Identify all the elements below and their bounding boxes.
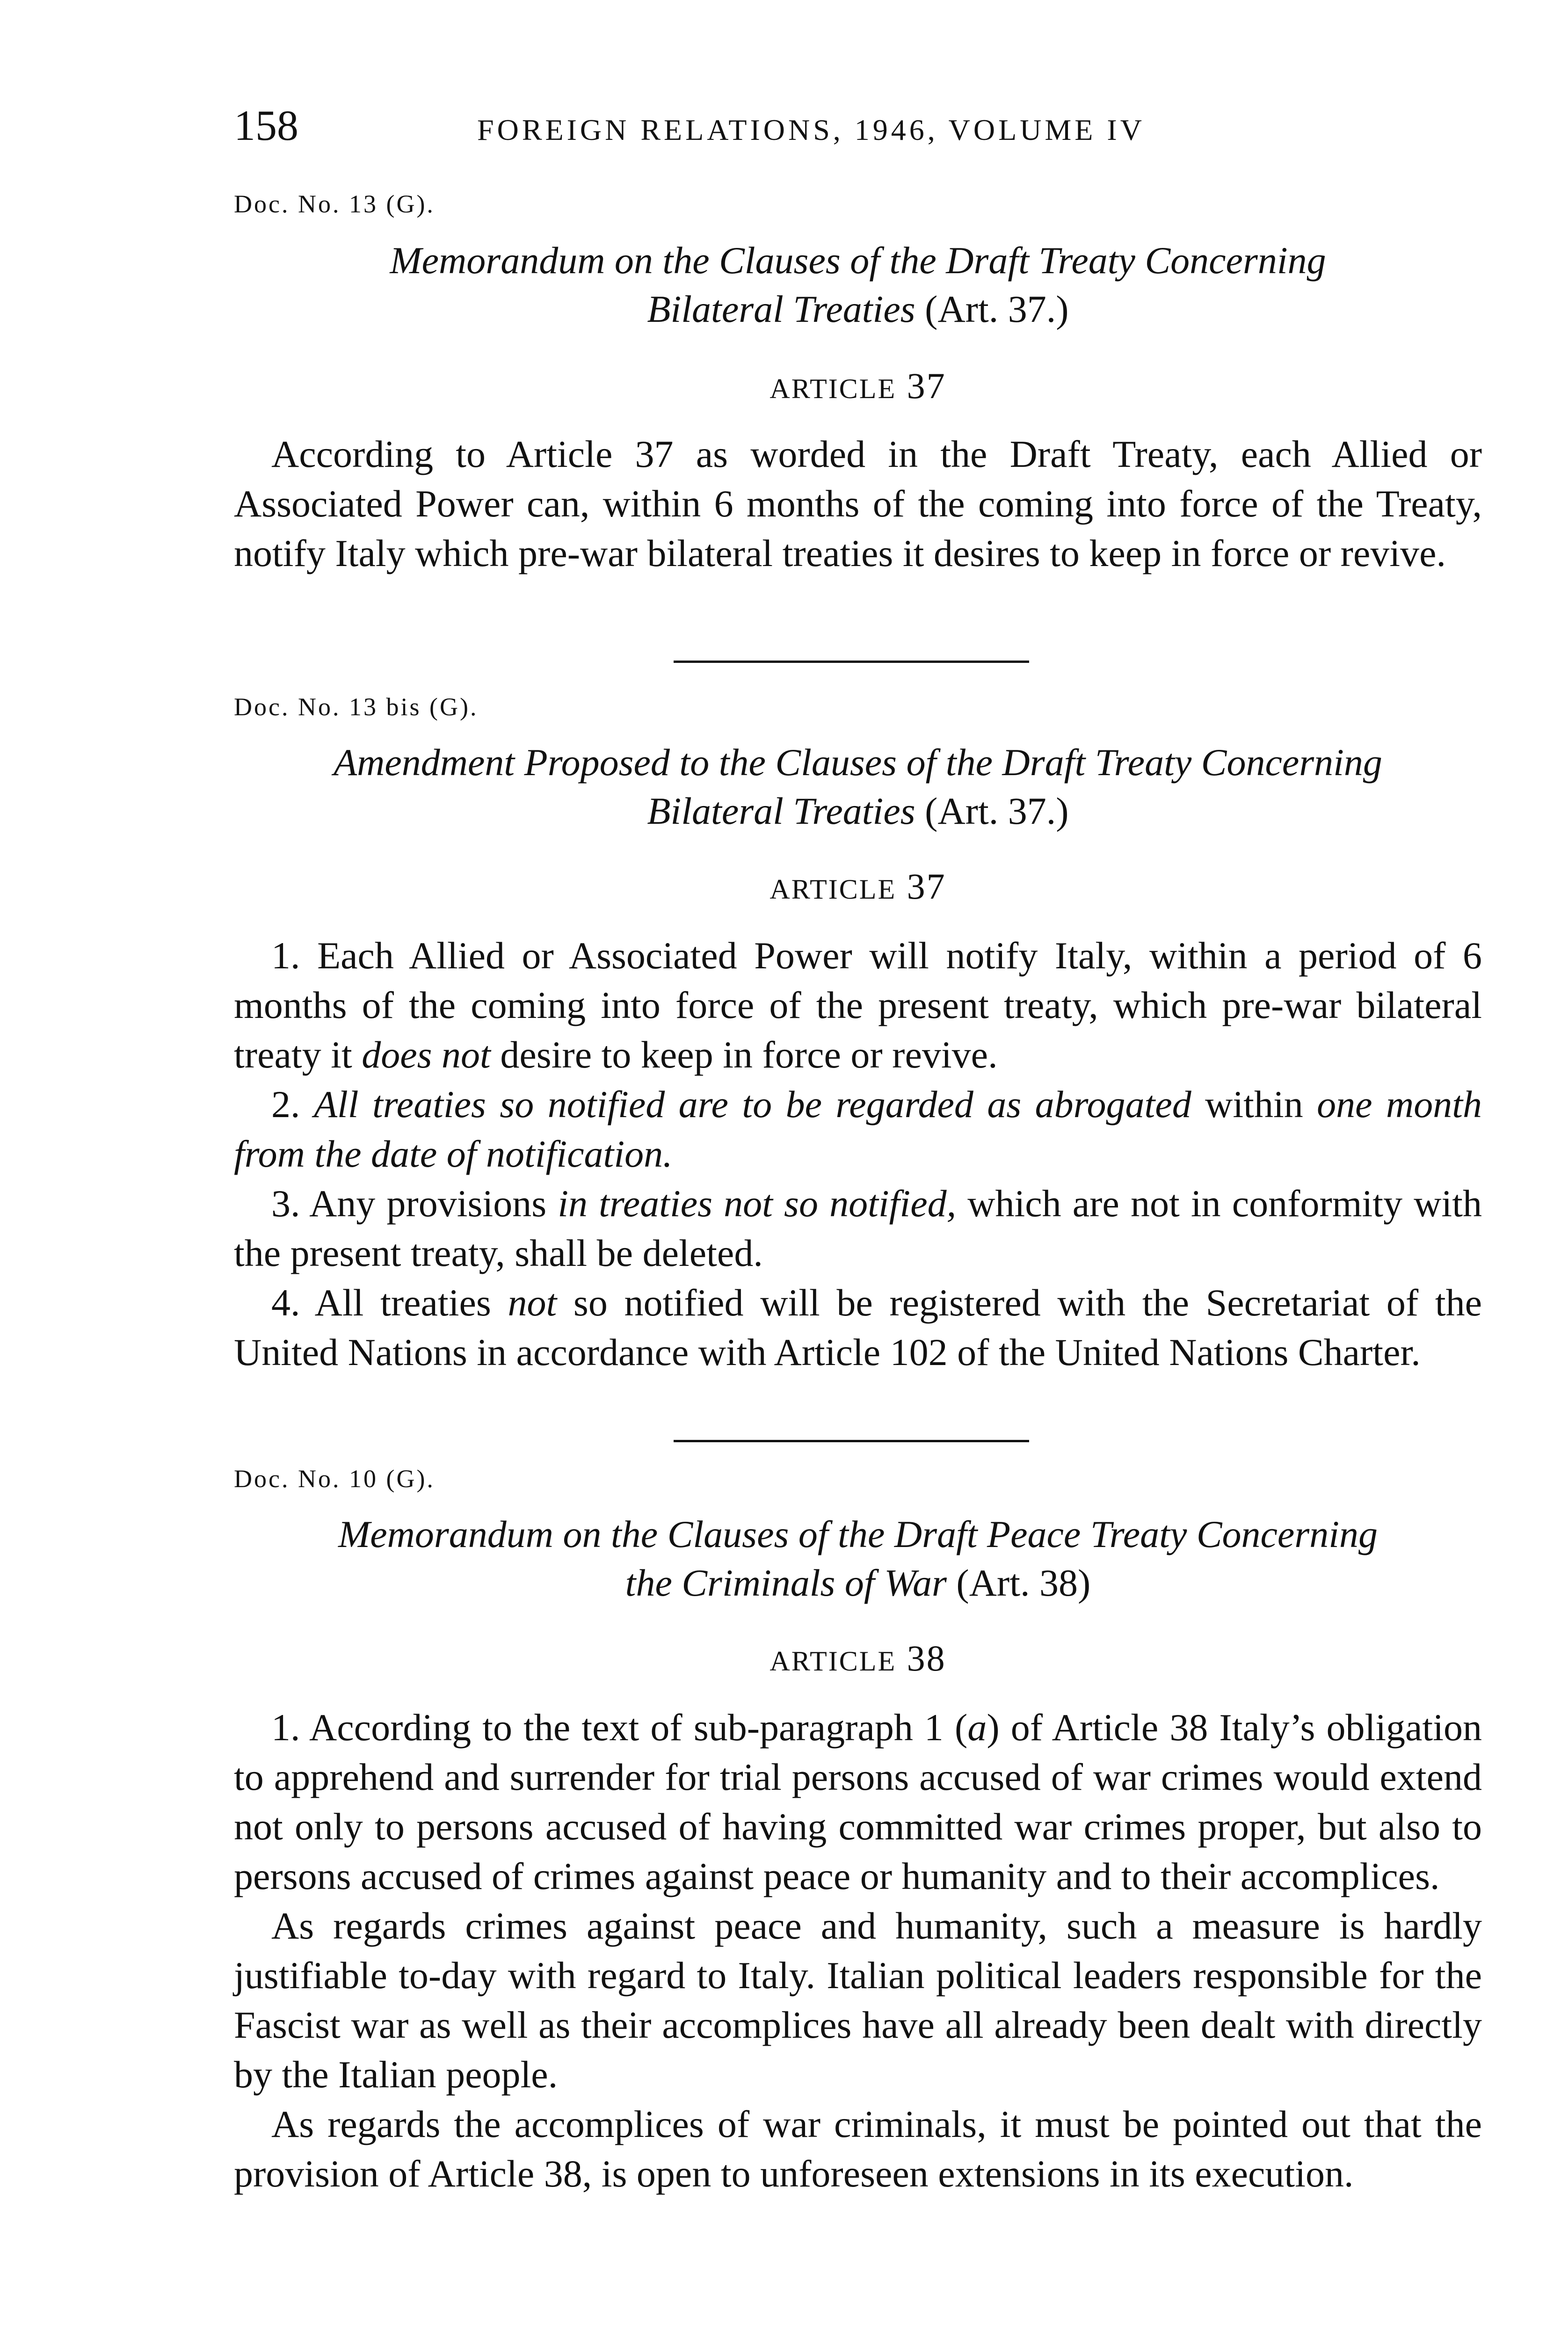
text-run: which are not in conformity with the present treaty, shall be deleted.	[234, 1182, 1482, 1274]
emphasis: does not	[362, 1033, 491, 1076]
page-number: 158	[234, 102, 298, 149]
title-italic: Bilateral Treaties	[647, 790, 915, 832]
article-number: 37	[896, 365, 946, 406]
article-heading	[234, 365, 1482, 407]
article-word: ARTICLE	[769, 1646, 897, 1677]
section-body	[234, 429, 1482, 578]
article-heading	[234, 1637, 1482, 1679]
section-body	[234, 1703, 1482, 2199]
doc-number: Doc. No. 10 (G).	[234, 1465, 435, 1493]
emphasis: a	[967, 1706, 987, 1749]
title-italic: the Criminals of War	[625, 1562, 947, 1604]
paragraph: As regards the accomplices of war criminals, it must be pointed out that the provision of Article 38, is open to unforeseen extensions in its execution.	[234, 2103, 1482, 2195]
text-run: within	[1191, 1083, 1317, 1126]
paragraph	[234, 1179, 1482, 1278]
paragraph: According to Article 37 as worded in the Draft Treaty, each Allied or Associated Power can, within 6 months of the coming into force of the Treaty, notify Italy which pre-war bilateral treaties it desires to keep in force or revive.	[234, 433, 1482, 574]
title-line: Memorandum on the Clauses of the Draft Peace Treaty Concerning	[338, 1513, 1378, 1555]
paragraph	[234, 1703, 1482, 1901]
title-article-ref: (Art. 37.)	[915, 288, 1069, 330]
emphasis: All treaties so notified are to be regarded as abrogated	[313, 1083, 1191, 1126]
title-line	[234, 1559, 1482, 1607]
title-line: Amendment Proposed to the Clauses of the Draft Treaty Concerning	[334, 741, 1382, 784]
paragraph	[234, 1080, 1482, 1179]
title-line	[234, 787, 1482, 835]
doc-number: Doc. No. 13 (G).	[234, 190, 435, 218]
article-word: ARTICLE	[769, 373, 897, 404]
text-run: ) of Article 38 Italy’s obligation to apprehend and surrender for trial persons accused of war crimes would extend not only to persons accused of having committed war crimes proper, but also to persons accused of crimes against peace or humanity and to their accomplices.	[234, 1706, 1482, 1897]
text-run: 1. According to the text of sub-paragraph 1 (	[271, 1706, 968, 1749]
paragraph	[234, 1278, 1482, 1377]
section-divider	[674, 661, 1029, 663]
section-divider	[674, 1440, 1029, 1442]
title-article-ref: (Art. 38)	[946, 1562, 1091, 1604]
running-head: FOREIGN RELATIONS, 1946, VOLUME IV	[477, 113, 1145, 146]
title-italic: Bilateral Treaties	[647, 288, 915, 330]
text-run: 2.	[271, 1083, 314, 1126]
emphasis: in treaties not so notified,	[558, 1182, 957, 1225]
emphasis: not	[508, 1281, 557, 1324]
section-title	[234, 1510, 1482, 1607]
section-title	[234, 738, 1482, 835]
text-run: 4. All treaties	[271, 1281, 508, 1324]
text-run: 1. Each Allied or Associated Power will notify Italy, within a period of 6 months of the coming into force of the present treaty, which pre-war bilateral treaty it	[234, 934, 1482, 1076]
section-title	[234, 236, 1482, 334]
doc-number: Doc. No. 13 bis (G).	[234, 693, 479, 721]
article-number: 38	[896, 1638, 946, 1678]
emphasis: one month from the date of notification.	[234, 1083, 1482, 1175]
text-run: desire to keep in force or revive.	[490, 1033, 998, 1076]
article-number: 37	[896, 866, 946, 907]
title-line	[234, 285, 1482, 334]
text-run: so notified will be registered with the Secretariat of the United Nations in accordance with Article 102 of the United Nations Charter.	[234, 1281, 1482, 1373]
paragraph	[234, 931, 1482, 1080]
article-heading	[234, 865, 1482, 908]
text-run: 3. Any provisions	[271, 1182, 558, 1225]
title-line: Memorandum on the Clauses of the Draft Treaty Concerning	[390, 239, 1326, 282]
page-header	[234, 101, 1482, 152]
section-body	[234, 931, 1482, 1377]
article-word: ARTICLE	[769, 874, 897, 905]
title-article-ref: (Art. 37.)	[915, 790, 1069, 832]
paragraph: As regards crimes against peace and humanity, such a measure is hardly justifiable to-day with regard to Italy. Italian political leaders responsible for the Fascist war as well as their accomplices have all already been dealt with directly by the Italian people.	[234, 1904, 1482, 2096]
